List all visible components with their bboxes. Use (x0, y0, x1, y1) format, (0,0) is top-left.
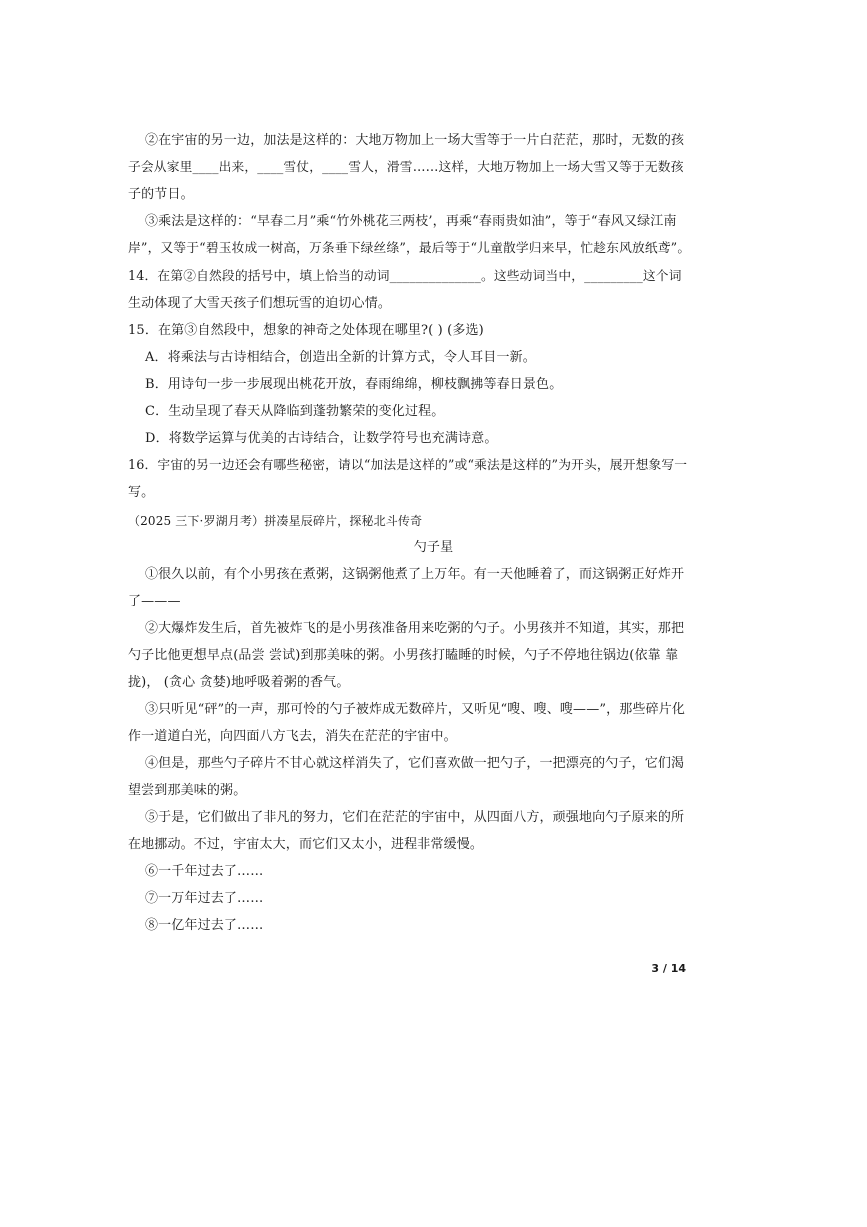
section-source-heading: （2025 三下·罗湖月考）拼凑星辰碎片，探秘北斗传奇 (128, 514, 423, 528)
passage-para-2-line-1: ②大爆炸发生后，首先被炸飞的是小男孩准备用来吃粥的勺子。小男孩并不知道，其实，那把 (145, 621, 685, 636)
passage-para-2-line-3: 拢)， (贪心 贪婪)地呼吸着粥的香气。 (128, 675, 350, 690)
para-2-line-2: 子会从家里____出来，____雪仗，____雪人，滑雪……这样，大地万物加上一场大雪又等于无数孩 (128, 160, 684, 175)
passage-para-8: ⑧一亿年过去了…… (145, 918, 264, 933)
passage-para-4-line-2: 望尝到那美味的粥。 (128, 783, 247, 798)
passage-para-1-line-2: 了——— (128, 594, 181, 609)
option-c: C．生动呈现了春天从降临到蓬勃繁荣的变化过程。 (145, 404, 445, 419)
para-2-line-1: ②在宇宙的另一边，加法是这样的：大地万物加上一场大雪等于一片白茫茫，那时，无数的孩 (145, 133, 685, 148)
passage-para-5-line-2: 在地挪动。不过，宇宙太大，而它们又太小，进程非常缓慢。 (128, 837, 484, 852)
passage-para-2-line-2: 勺子比他更想早点(品尝 尝试)到那美味的粥。小男孩打瞌睡的时候，勺子不停地往锅边(依靠 靠 (128, 648, 679, 663)
para-3-line-1: ③乘法是这样的：“早春二月”乘“竹外桃花三两枝’，再乘“春雨贵如油”，等于“春风又绿江南 (145, 214, 677, 229)
option-d: D．将数学运算与优美的古诗结合，让数学符号也充满诗意。 (145, 431, 498, 446)
question-15: 15．在第③自然段中，想象的神奇之处体现在哪里?( ) (多选) (128, 323, 484, 338)
passage-para-6: ⑥一千年过去了…… (145, 864, 264, 879)
passage-para-4-line-1: ④但是，那些勺子碎片不甘心就这样消失了，它们喜欢做一把勺子，一把漂亮的勺子，它们渴 (145, 756, 685, 771)
question-14-line-2: 生动体现了大雪天孩子们想玩雪的迫切心情。 (128, 296, 392, 311)
para-3-line-2: 岸”，又等于“碧玉妆成一树高，万条垂下绿丝绦”，最后等于“儿童散学归来早，忙趁东风放纸鸢”。 (128, 241, 691, 256)
passage-para-1-line-1: ①很久以前，有个小男孩在煮粥，这锅粥他煮了上万年。有一天他睡着了，而这锅粥正好炸开 (145, 567, 685, 582)
question-16-line-1: 16．宇宙的另一边还会有哪些秘密，请以“加法是这样的”或“乘法是这样的”为开头，展开想象写一 (128, 458, 688, 473)
question-16-line-2: 写。 (128, 485, 155, 500)
para-2-line-3: 子的节日。 (128, 187, 194, 202)
page-number: 3 / 14 (651, 962, 686, 975)
passage-para-3-line-2: 作一道道白光，向四面八方飞去，消失在茫茫的宇宙中。 (128, 729, 457, 744)
passage-para-5-line-1: ⑤于是，它们做出了非凡的努力，它们在茫茫的宇宙中，从四面八方，顽强地向勺子原来的所 (145, 810, 685, 825)
question-14-line-1: 14．在第②自然段的括号中，填上恰当的动词______________。这些动词当中，_________这个词 (128, 269, 682, 284)
option-a: A．将乘法与古诗相结合，创造出全新的计算方式，令人耳目一新。 (145, 350, 536, 365)
passage-para-7: ⑦一万年过去了…… (145, 891, 264, 906)
passage-para-3-line-1: ③只听见“砰”的一声，那可怜的勺子被炸成无数碎片，又听见“嗖、嗖、嗖——”，那些碎片化 (145, 702, 686, 717)
option-b: B．用诗句一步一步展现出桃花开放，春雨绵绵，柳枝飘拂等春日景色。 (145, 377, 563, 392)
passage-title: 勺子星 (413, 540, 454, 555)
